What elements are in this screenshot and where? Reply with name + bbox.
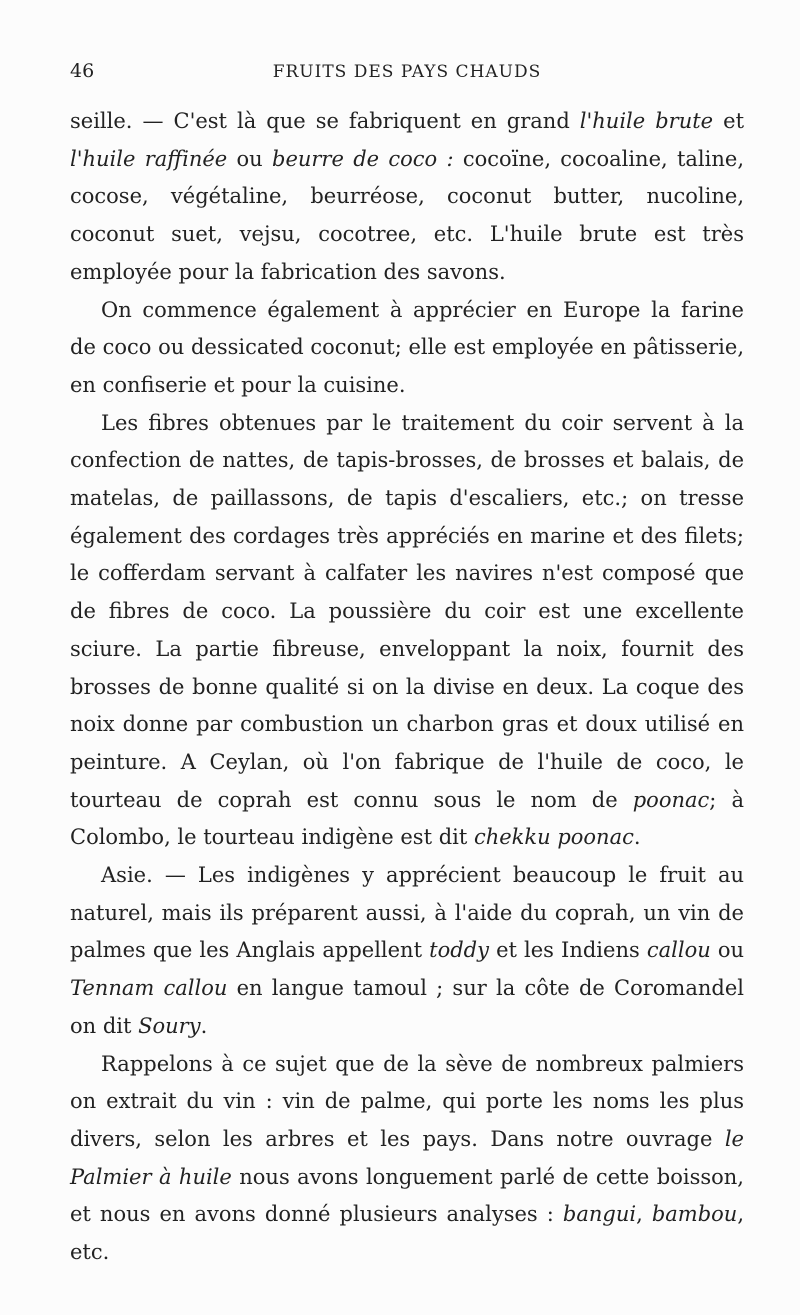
text-run: nous avons longuement parlé de cette boisson, et nous en avons donné plusieurs analyses : <box>70 1164 744 1227</box>
text-run: On commence également à apprécier en Europe la farine de coco ou dessicated coconut; elle est employée en pâtisserie, en confiserie et pour la cuisine. <box>70 297 744 397</box>
italic-term: Soury <box>138 1013 201 1038</box>
text-run: cocoïne, cocoaline, taline, cocose, végétaline, beurréose, coconut butter, nucoline, coconut suet, vejsu, cocotree, etc. L'huile brute est très employée pour la fabrication des savons. <box>70 146 744 284</box>
paragraph <box>70 292 744 405</box>
italic-term: bambou <box>651 1202 738 1227</box>
running-head <box>70 60 744 88</box>
italic-term: Tennam callou <box>70 976 228 1001</box>
text-run: en langue tamoul ; sur la côte de Coromandel on dit <box>70 976 744 1038</box>
page-number: 46 <box>70 60 95 82</box>
paragraph <box>70 857 744 1046</box>
running-title: FRUITS DES PAYS CHAUDS <box>272 62 542 82</box>
italic-term: chekku poonac <box>473 825 634 850</box>
italic-term: toddy <box>429 938 489 963</box>
body-text <box>70 103 744 1272</box>
text-run: et les Indiens <box>488 938 647 963</box>
italic-term: poonac <box>632 787 710 812</box>
italic-term: l'huile brute <box>579 109 714 133</box>
text-run: , etc. <box>70 1202 744 1265</box>
run-in-heading: Asie. <box>101 863 153 888</box>
italic-term: callou <box>646 938 711 963</box>
paragraph <box>70 405 744 857</box>
text-run: , <box>636 1202 652 1227</box>
paragraph <box>70 1046 744 1272</box>
italic-term: le Palmier à huile <box>70 1126 744 1189</box>
text-run: ou <box>710 938 745 963</box>
text-run: ou <box>227 146 272 171</box>
text-run: Les fibres obtenues par le traitement du coir servent à la confection de nattes, de tapis-brosses, de brosses et balais, de matelas, de paillassons, de tapis d'escaliers, etc.; on tresse également des cordages très appréciés en marine et des filets; le cofferdam servant à calfater les navires n'est composé que de fibres de coco. La poussière du coir est une excellente sciure. La partie fibreuse, enveloppant la noix, fournit des brosses de bonne qualité si on la divise en deux. La coque des noix donne par combustion un charbon gras et doux utilisé en peinture. A Ceylan, où l'on fabrique de l'huile de coco, le tourteau de coprah est connu sous le nom de <box>70 410 744 812</box>
text-run: seille. — C'est là que se fabriquent en grand <box>70 109 580 133</box>
text-run: et <box>713 109 745 133</box>
italic-term: beurre de coco : <box>272 146 454 171</box>
text-run: — Les indigènes y apprécient beaucoup le fruit au naturel, mais ils préparent aussi, à l'aide du coprah, un vin de palmes que les Anglais appellent <box>70 863 744 963</box>
italic-term: bangui <box>562 1202 637 1227</box>
text-run: Rappelons à ce sujet que de la sève de nombreux palmiers on extrait du vin : vin de palme, qui porte les noms les plus divers, selon les arbres et les pays. Dans notre ouvrage <box>70 1051 744 1151</box>
text-run: . <box>200 1013 208 1038</box>
italic-term: l'huile raffinée <box>70 146 228 171</box>
paragraph <box>70 103 744 292</box>
text-run: ; à Colombo, le tourteau indigène est dit <box>70 787 744 850</box>
text-run: . <box>633 825 641 850</box>
